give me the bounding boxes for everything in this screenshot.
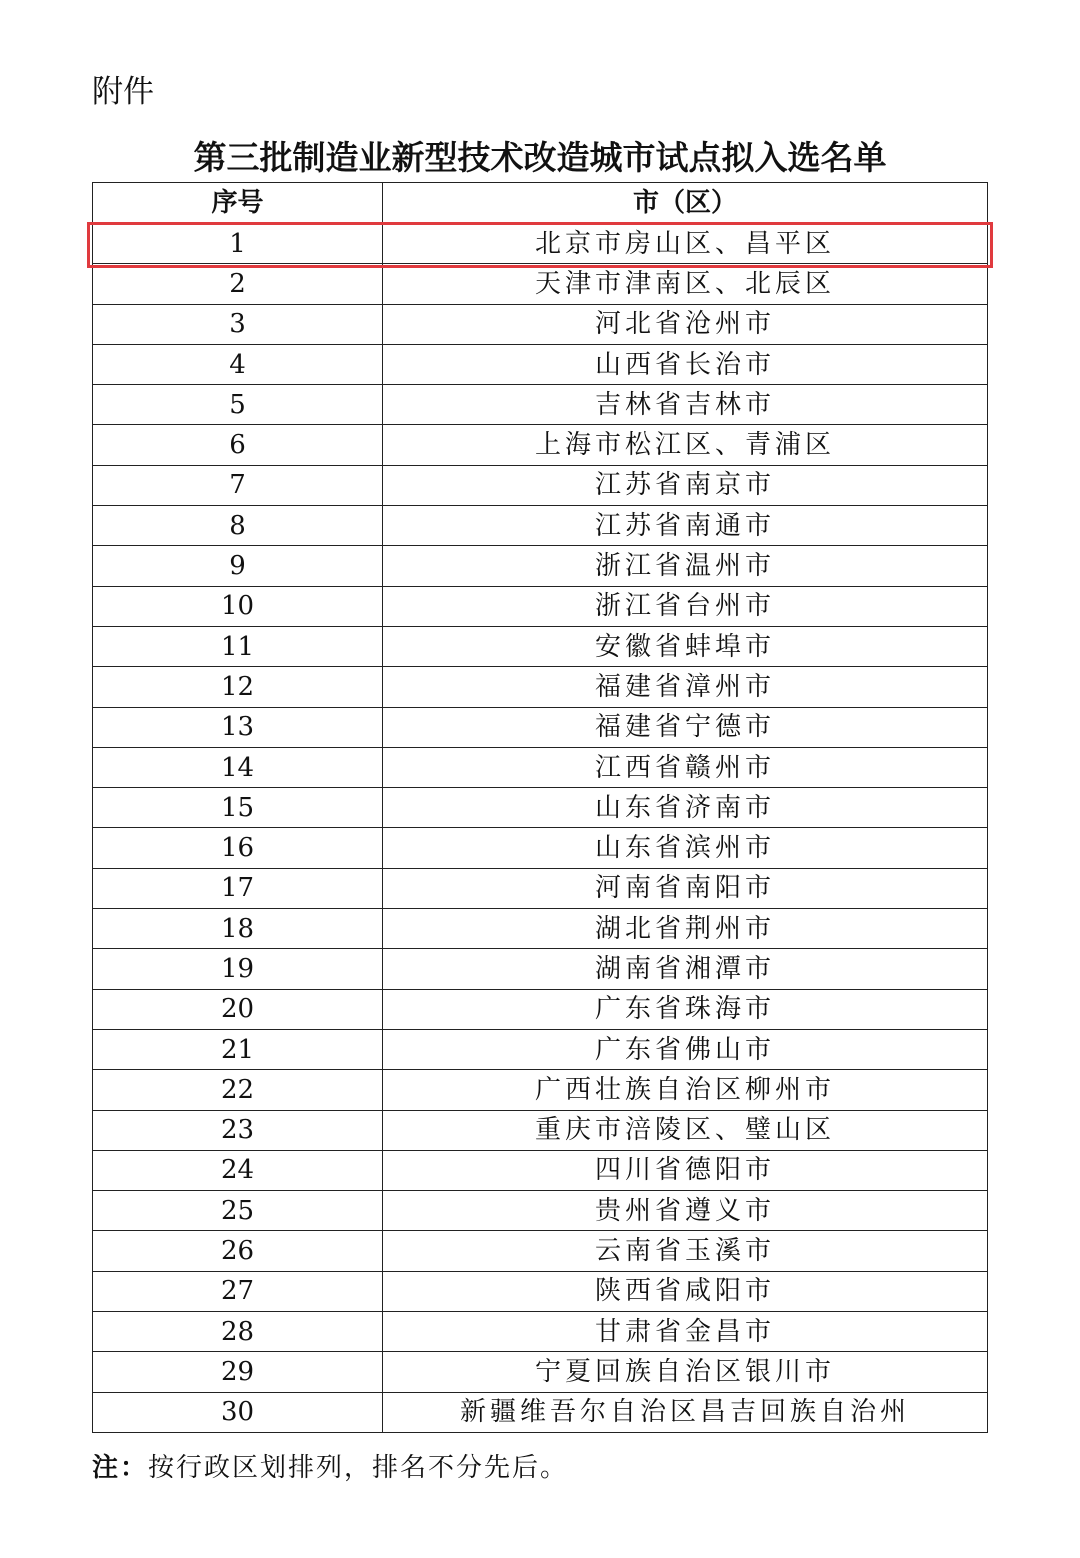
row-number: 14 — [93, 747, 383, 787]
table-row — [93, 586, 988, 626]
table-row — [93, 1070, 988, 1110]
header-number: 序号 — [93, 183, 383, 224]
row-city: 湖北省荆州市 — [383, 909, 988, 949]
table-row — [93, 1150, 988, 1190]
row-number: 2 — [93, 264, 383, 304]
row-number: 4 — [93, 344, 383, 384]
row-city: 云南省玉溪市 — [383, 1231, 988, 1271]
row-number: 3 — [93, 304, 383, 344]
table-row — [93, 1191, 988, 1231]
row-city: 福建省漳州市 — [383, 667, 988, 707]
table-row — [93, 788, 988, 828]
footnote — [92, 1448, 568, 1488]
row-number: 1 — [93, 224, 383, 264]
row-number: 9 — [93, 546, 383, 586]
document-title: 第三批制造业新型技术改造城市试点拟入选名单 — [193, 138, 887, 177]
row-number: 29 — [93, 1352, 383, 1392]
row-city: 浙江省台州市 — [383, 586, 988, 626]
row-number: 27 — [93, 1271, 383, 1311]
footnote-text: 按行政区划排列，排名不分先后。 — [148, 1453, 569, 1483]
row-number: 20 — [93, 989, 383, 1029]
row-number: 10 — [93, 586, 383, 626]
table-row — [93, 707, 988, 747]
table-row — [93, 546, 988, 586]
row-number: 8 — [93, 506, 383, 546]
row-city: 安徽省蚌埠市 — [383, 626, 988, 666]
table-row — [93, 344, 988, 384]
row-city: 福建省宁德市 — [383, 707, 988, 747]
row-city: 湖南省湘潭市 — [383, 949, 988, 989]
attachment-label: 附件 — [92, 74, 154, 110]
table-row — [93, 506, 988, 546]
table-row — [93, 828, 988, 868]
row-city: 江苏省南通市 — [383, 506, 988, 546]
row-city: 宁夏回族自治区银川市 — [383, 1352, 988, 1392]
table-row — [93, 1271, 988, 1311]
table-row — [93, 949, 988, 989]
row-city: 吉林省吉林市 — [383, 385, 988, 425]
row-number: 17 — [93, 868, 383, 908]
row-number: 16 — [93, 828, 383, 868]
row-number: 30 — [93, 1392, 383, 1432]
row-city: 浙江省温州市 — [383, 546, 988, 586]
city-list-table — [92, 182, 988, 1433]
table-row — [93, 465, 988, 505]
row-city: 四川省德阳市 — [383, 1150, 988, 1190]
footnote-label: 注： — [92, 1453, 149, 1483]
table-row — [93, 425, 988, 465]
table-row — [93, 224, 988, 264]
row-number: 26 — [93, 1231, 383, 1271]
row-city: 河北省沧州市 — [383, 304, 988, 344]
row-city: 广西壮族自治区柳州市 — [383, 1070, 988, 1110]
row-city: 陕西省咸阳市 — [383, 1271, 988, 1311]
row-city: 重庆市涪陵区、璧山区 — [383, 1110, 988, 1150]
row-number: 12 — [93, 667, 383, 707]
table-row — [93, 1029, 988, 1069]
row-city: 江苏省南京市 — [383, 465, 988, 505]
row-city: 山东省济南市 — [383, 788, 988, 828]
row-number: 25 — [93, 1191, 383, 1231]
row-city: 天津市津南区、北辰区 — [383, 264, 988, 304]
row-city: 广东省佛山市 — [383, 1029, 988, 1069]
table-row — [93, 264, 988, 304]
table-row — [93, 747, 988, 787]
row-number: 23 — [93, 1110, 383, 1150]
row-number: 13 — [93, 707, 383, 747]
table-row — [93, 1352, 988, 1392]
table-row — [93, 667, 988, 707]
table-row — [93, 909, 988, 949]
table-row — [93, 868, 988, 908]
table-row — [93, 989, 988, 1029]
table-row — [93, 385, 988, 425]
table-row — [93, 1392, 988, 1432]
row-city: 江西省赣州市 — [383, 747, 988, 787]
row-number: 15 — [93, 788, 383, 828]
table-row — [93, 1312, 988, 1352]
row-number: 11 — [93, 626, 383, 666]
row-number: 5 — [93, 385, 383, 425]
row-number: 7 — [93, 465, 383, 505]
row-number: 6 — [93, 425, 383, 465]
row-city: 山东省滨州市 — [383, 828, 988, 868]
row-number: 24 — [93, 1150, 383, 1190]
row-city: 山西省长治市 — [383, 344, 988, 384]
table-row — [93, 1110, 988, 1150]
row-number: 19 — [93, 949, 383, 989]
row-city: 广东省珠海市 — [383, 989, 988, 1029]
row-city: 甘肃省金昌市 — [383, 1312, 988, 1352]
row-number: 28 — [93, 1312, 383, 1352]
row-number: 22 — [93, 1070, 383, 1110]
row-city: 河南省南阳市 — [383, 868, 988, 908]
table-row — [93, 626, 988, 666]
table-header-row — [93, 183, 988, 224]
table-row — [93, 304, 988, 344]
row-city: 上海市松江区、青浦区 — [383, 425, 988, 465]
row-number: 18 — [93, 909, 383, 949]
row-city: 新疆维吾尔自治区昌吉回族自治州 — [383, 1392, 988, 1432]
row-city: 北京市房山区、昌平区 — [383, 224, 988, 264]
row-city: 贵州省遵义市 — [383, 1191, 988, 1231]
row-number: 21 — [93, 1029, 383, 1069]
table-row — [93, 1231, 988, 1271]
header-city: 市（区） — [383, 183, 988, 224]
